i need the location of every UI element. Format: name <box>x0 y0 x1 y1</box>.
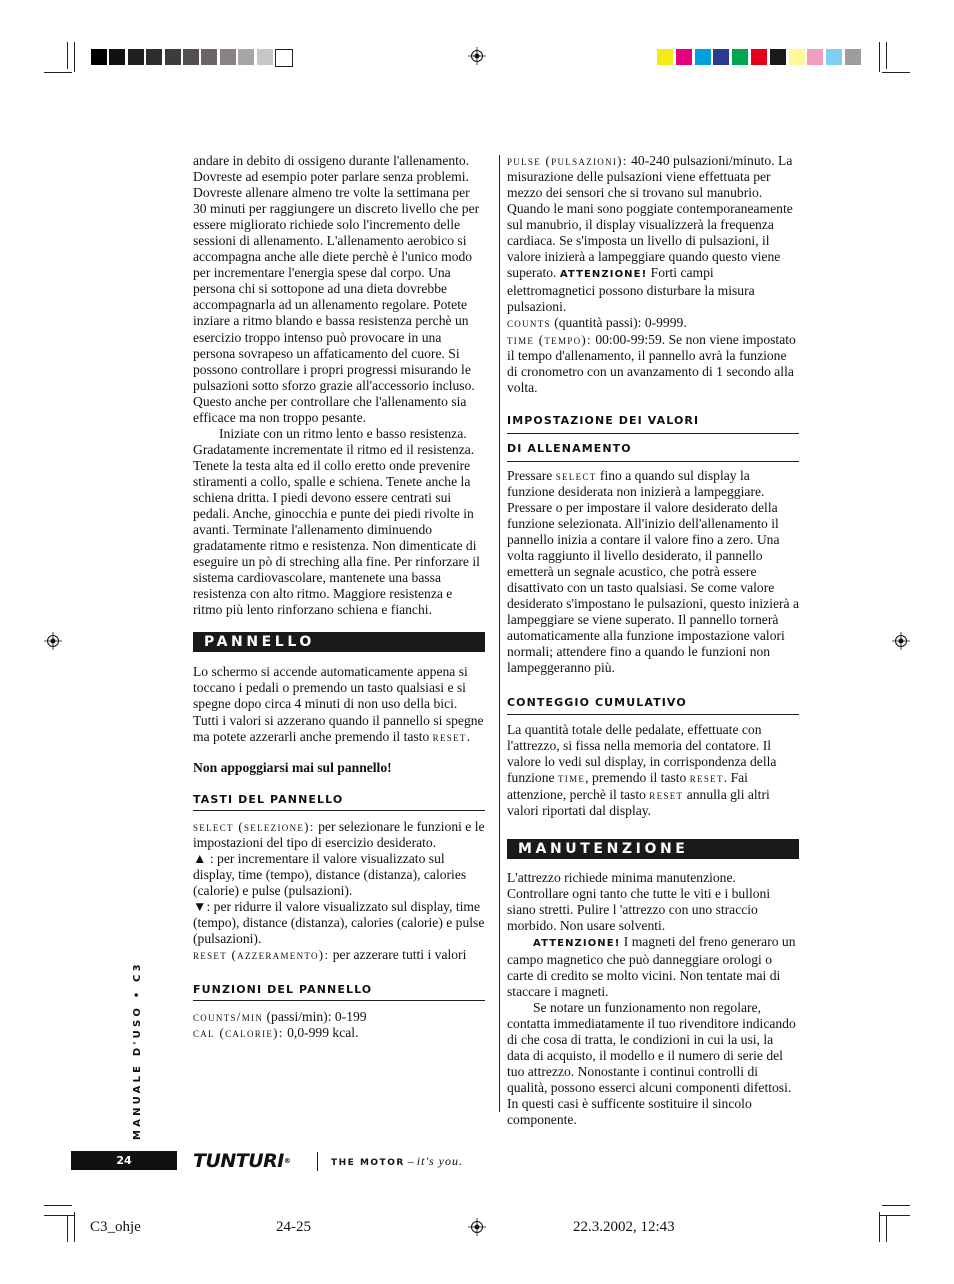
color-swatch <box>789 49 805 65</box>
section-header-impostazione <box>507 414 799 434</box>
intro-paragraph: Iniziate con un ritmo lento e basso resistenza. Gradatamente incrementate il ritmo ed il resistenza. Tenete la testa alta ed il collo eretto onde prevenire stiramenti a collo, spalle e schiena. Tenete anche la schiena dritta. I piedi devono essere centrati sui pedali. Anche, ginocchia e punte dei piedi rivolte in avanti. Terminate l'allenamento diminuendo gradatamente ritmo e resistenza. Non dimenticate di eseguire un pò di streching alla fine. Per rinforzare il sistema cardiovascolare, mantenete una bassa resistenza con alto ritmo. Maggiore resistenza e ritmo più lento rinforzano schiena e fianchi. <box>193 425 480 618</box>
reset-key-label: reset <box>689 770 724 786</box>
page-number-box <box>71 1151 177 1170</box>
color-swatch <box>109 49 125 65</box>
arrow-up-icon: ▲ <box>193 850 207 866</box>
section-header-funzioni: FUNZIONI DEL PANNELLO <box>193 983 485 1001</box>
manutenzione-paragraph: L'attrezzo richiede minima manutenzione. Controllare ogni tanto che tutte le viti e i bulloni siano stretti. Pulire l 'attrezzo con uno straccio morbido. Non usare solventi. <box>507 869 771 933</box>
pannello-dot: . <box>466 728 471 744</box>
color-swatch <box>770 49 786 65</box>
pulse-text: 40-240 pulsazioni/minuto. La misurazione delle pulsazioni viene effettuata per mezzo dei sensori che si trovano sul manubrio. Quando le mani sono poggiate contemporaneamente sul manubrio, il display visualizzerà la frequenza cardiaca. Se s'imposta un livello di pulsazioni, il valore inizierà a lampeggiare quando questo viene superato. <box>507 153 793 281</box>
tunturi-logo: TUNTURI® <box>193 1150 291 1172</box>
crop-mark <box>44 72 72 73</box>
logo-text: TUNTURI <box>193 1150 284 1172</box>
page-number: 24 <box>116 1154 132 1167</box>
man-text-2: I magneti del freno generaro un campo magnetico che può danneggiare orologi o carte di credito se molto vicini. Non tentate mai di staccare i magneti. <box>507 933 796 999</box>
crop-mark <box>74 1212 75 1242</box>
counts-key-label: counts <box>507 315 551 331</box>
funz-cal-text: 0,0-999 kcal. <box>283 1025 359 1041</box>
tasti-reset-text: per azzerare tutti i valori <box>329 947 467 963</box>
registration-mark-icon <box>892 632 910 650</box>
crop-mark <box>67 1215 68 1242</box>
crop-mark <box>882 1205 910 1206</box>
arrow-down-icon: ▼ <box>193 898 207 914</box>
footer-filename: C3_ohje <box>90 1219 141 1235</box>
color-swatch <box>751 49 767 65</box>
reset-key-label: reset <box>649 786 684 802</box>
left-column <box>193 153 485 1041</box>
side-manual-label <box>132 961 146 1140</box>
pannello-text: Lo schermo si accende automaticamente appena si toccano i pedali o premendo un tasto qualsiasi e si spegne dopo circa 4 minuti di non uso della bici. Tutti i valori si azzerano quando il pannello si spegne ma potete azzerarli anche premendo il tasto <box>193 664 484 744</box>
color-swatch <box>732 49 748 65</box>
tasti-reset <box>193 947 485 963</box>
cont-text-2: , premendo il tasto <box>585 770 690 786</box>
color-swatch <box>257 49 273 65</box>
column-divider <box>499 155 500 1112</box>
color-swatch <box>713 49 729 65</box>
funz-cal <box>193 1025 485 1041</box>
cal-key-label: cal (calorie): <box>193 1025 284 1041</box>
cont-text-3: . Fai attenzione, perchè il tasto <box>507 770 748 802</box>
time-paragraph <box>507 332 799 396</box>
color-swatch <box>165 49 181 65</box>
time-text: 00:00-99:59. Se non viene impostato il tempo d'allenamento, il pannello avrà la funzione di cronometro con un avanzamento di 1 secondo alla volta. <box>507 331 796 395</box>
impostazione-title-line-2: DI ALLENAMENTO <box>507 441 632 455</box>
imp-text-start: Pressare <box>507 467 556 483</box>
tasti-select <box>193 819 485 851</box>
section-header-conteggio: CONTEGGIO CUMULATIVO <box>507 696 799 715</box>
registration-mark-icon <box>468 1218 486 1236</box>
cont-text-4: annulla gli altri valori riportati dal display. <box>507 786 770 818</box>
crop-mark <box>886 1215 887 1242</box>
color-swatch <box>201 49 217 65</box>
color-swatch <box>845 49 861 65</box>
imp-text-rest: fino a quando sul display la funzione desiderata non inizierà a lampeggiare. Pressare o per impostare il valore desiderato della funzione selezionata. All'inizio dell'allenamento il pannello inizia a contare il valore fino a zero. Una volta raggiunto il livello desiderato, il pannello emetterà un segnale acustico, che potrà essere disattivato con un tasto qualsiasi. Se come valore desiderato s'impostano le pulsazioni, questo inizierà a lampeggiare se viene superato. Il pannello tornerà automaticamente alla funzione impostazione valori normali; attendere fino a quando le funzioni non lampeggeranno più. <box>507 467 799 676</box>
select-key-label: select <box>555 467 597 483</box>
crop-mark <box>67 42 68 69</box>
crop-mark <box>882 72 910 73</box>
impostazione-paragraph <box>507 468 799 677</box>
color-swatch <box>807 49 823 65</box>
brand-tagline <box>331 1154 463 1170</box>
time-key-label: time (tempo): <box>507 331 592 347</box>
color-swatch <box>657 49 673 65</box>
tasti-down <box>193 899 485 947</box>
color-swatch <box>695 49 711 65</box>
color-swatch <box>128 49 144 65</box>
section-header-tasti: TASTI DEL PANNELLO <box>193 793 485 811</box>
reset-key-label: reset <box>432 728 467 744</box>
cont-text-1: La quantità totale delle pedalate, effettuate con l'attrezzo, si fissa nella memoria del contatore. Il valore lo vedi sul display, in corrispondenza della funzione <box>507 722 777 786</box>
impostazione-title-line-1: IMPOSTAZIONE DEI VALORI <box>507 413 700 427</box>
crop-mark <box>74 42 75 72</box>
manutenzione-paragraph: Se notare un funzionamento non regolare, contatta immediatamente il tuo rivenditore indicando di che cosa di tratta, le condizioni in cui la usi, la data di acquisto, il modello e il numero di serie del tuo attrezzo. Nonostante i continui controlli di qualità, possono esserci alcuni componenti difettosi. In questi casi è sufficente sostituire il sincolo componente. <box>507 999 796 1128</box>
funz-counts <box>193 1009 485 1025</box>
color-swatch <box>220 49 236 65</box>
footer-date: 22.3.2002, 12:43 <box>573 1219 675 1235</box>
time-key-label: time <box>557 770 586 786</box>
select-key-label: select (selezione): <box>193 818 315 834</box>
color-swatch <box>275 49 293 67</box>
pulse-key-label: pulse (pulsazioni): <box>507 153 628 168</box>
tasti-up-text: : per incrementare il valore visualizzato sul display, time (tempo), distance (distanza), calories (calorie) e pulse (pulsazioni). <box>193 850 467 898</box>
manutenzione-attention-paragraph <box>507 934 799 1000</box>
reset-key-label: reset (azzeramento): <box>193 947 330 963</box>
counts-min-key-label: counts/min <box>193 1009 264 1025</box>
pannello-warning: Non appoggiarsi mai sul pannello! <box>193 759 392 775</box>
counts-text: (quantità passi): 0-9999. <box>550 315 687 331</box>
color-swatch <box>91 49 107 65</box>
intro-paragraph: andare in debito di ossigeno durante l'allenamento. Dovreste ad esempio poter parlare senza problemi. Dovreste allenare almeno tre volte la settimana per 30 minuti per raggiungere un discreto livello che per essere migliorato richiede solo l'incremento delle sessioni di allenamento. L'allenamento aerobico si accompagna anche alle diete perchè è l'unico modo per incrementare l'energia spese dal corpo. Una persona chi si sottopone ad una dieta dovrebbe accompagnarla ad un allenamento regolare. Potete inziare a ritmo blando e bassa resistenza perchè un esercizio troppo intenso può provocare in una persona sovrapeso un affaticamento del cuore. Si possono controllare i propri progressi misurando le pulsazioni sotto sforzo grazie all'accessorio incluso. Questo anche per controllare che l'allenamento sia efficace ma non troppo pesante. <box>193 153 480 425</box>
color-swatch <box>826 49 842 65</box>
tasti-up <box>193 851 485 899</box>
pulse-paragraph <box>507 153 799 315</box>
pannello-paragraph <box>193 664 485 744</box>
registration-mark-icon <box>468 47 486 65</box>
tagline-dash: – <box>404 1154 417 1168</box>
crop-mark <box>879 42 880 72</box>
tagline-motor: THE MOTOR <box>331 1158 405 1168</box>
color-swatch <box>146 49 162 65</box>
right-column <box>507 153 799 1128</box>
section-header-impostazione-2 <box>507 442 799 462</box>
footer-pages: 24-25 <box>276 1219 311 1235</box>
pulse-text-2: Forti campi elettromagnetici possono disturbare la misura pulsazioni. <box>507 265 755 315</box>
section-header-pannello: PANNELLO <box>193 632 485 652</box>
funz-counts-text: (passi/min): 0-199 <box>263 1009 367 1025</box>
color-swatch <box>183 49 199 65</box>
section-header-manutenzione: MANUTENZIONE <box>507 839 799 859</box>
crop-mark <box>886 42 887 69</box>
conteggio-paragraph <box>507 722 799 818</box>
attention-label: ATTENZIONE! <box>559 269 648 281</box>
color-swatch <box>238 49 254 65</box>
color-swatch <box>676 49 692 65</box>
crop-mark <box>44 1205 72 1206</box>
attention-label: ATTENZIONE! <box>533 937 621 949</box>
tasti-select-text: per selezionare le funzioni e le impostazioni del tipo di esercizio desiderato. <box>193 818 485 850</box>
crop-mark <box>880 1215 910 1216</box>
counts-paragraph <box>507 315 799 331</box>
side-label-text: MANUALE D'USO • C3 <box>132 961 143 1140</box>
logo-divider <box>317 1152 318 1171</box>
tagline-rest: it's you. <box>416 1154 464 1168</box>
crop-mark <box>44 1215 74 1216</box>
crop-mark <box>879 1212 880 1242</box>
tasti-down-text: : per ridurre il valore visualizzato sul display, time (tempo), distance (distanza), calories (calorie) e pulse (pulsazioni). <box>193 898 485 946</box>
registration-mark-icon <box>44 632 62 650</box>
